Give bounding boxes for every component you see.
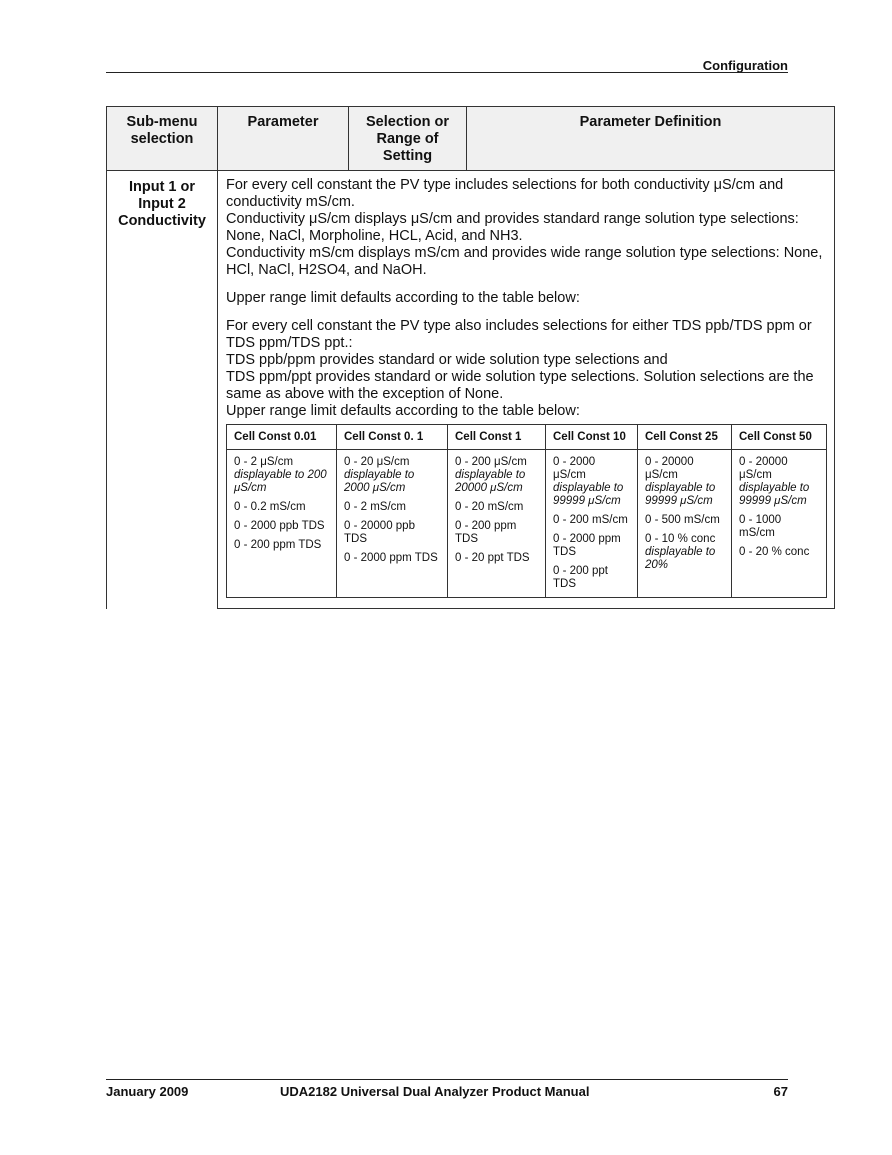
range-note: displayable to 99999 μS/cm [553, 482, 624, 507]
range-value [645, 533, 724, 572]
range-text: 0 - 200 ppt TDS [553, 565, 608, 590]
range-text: 0 - 2000 ppm TDS [553, 533, 621, 558]
range-note: displayable to 2000 μS/cm [344, 469, 415, 494]
text-line: For every cell constant the PV type includes selections for both conductivity μS/cm and conductivity mS/cm. [226, 177, 784, 210]
range-text: 0 - 1000 mS/cm [739, 514, 782, 539]
range-text: 0 - 200 μS/cm [455, 456, 527, 468]
cell-const-header: Cell Const 25 [638, 425, 732, 450]
range-value [645, 514, 724, 527]
range-value [553, 565, 630, 591]
page-number: 67 [773, 1084, 788, 1099]
range-value [645, 456, 724, 508]
range-text: 0 - 500 mS/cm [645, 514, 720, 526]
range-value [553, 533, 630, 559]
footer-date: January 2009 [106, 1084, 189, 1099]
range-value [344, 501, 440, 514]
definition-cell [218, 171, 835, 609]
range-note: displayable to 99999 μS/cm [645, 482, 716, 507]
text-line: Conductivity μS/cm displays μS/cm and provides standard range solution type selections: None, NaCl, Morpholine, HCL, Acid, and NH3. [226, 211, 799, 244]
range-text: 0 - 20000 μS/cm [739, 456, 788, 481]
cell-table-row [227, 450, 827, 598]
cell-table-header-row [227, 425, 827, 450]
range-text: 0 - 2 μS/cm [234, 456, 294, 468]
column-header-parameter: Parameter [218, 107, 349, 171]
range-note: displayable to 200 μS/cm [234, 469, 327, 494]
range-text: 0 - 20000 ppb TDS [344, 520, 415, 545]
range-value [344, 456, 440, 495]
range-text: 0 - 10 % conc [645, 533, 716, 545]
range-value [553, 456, 630, 508]
header-divider [106, 72, 788, 73]
range-value [344, 552, 440, 565]
configuration-table [106, 106, 835, 609]
column-header-definition: Parameter Definition [467, 107, 835, 171]
cell-const-header: Cell Const 1 [448, 425, 546, 450]
cell-const-values [546, 450, 638, 598]
range-value [455, 520, 538, 546]
range-text: 0 - 2000 ppm TDS [344, 552, 438, 564]
range-value [455, 501, 538, 514]
paragraph-pv-type [226, 177, 826, 279]
range-text: 0 - 20 % conc [739, 546, 810, 558]
range-text: 0 - 200 mS/cm [553, 514, 628, 526]
range-text: 0 - 20 μS/cm [344, 456, 410, 468]
range-text: 0 - 200 ppm TDS [234, 539, 322, 551]
cell-const-header: Cell Const 0. 1 [337, 425, 448, 450]
footer-divider [106, 1079, 788, 1080]
range-value [234, 520, 329, 533]
cell-const-header: Cell Const 10 [546, 425, 638, 450]
range-text: 0 - 2 mS/cm [344, 501, 406, 513]
table-header-row [107, 107, 835, 171]
text-line: Upper range limit defaults according to the table below: [226, 403, 580, 419]
cell-constant-table [226, 424, 827, 598]
range-note: displayable to 99999 μS/cm [739, 482, 810, 507]
cell-const-values [337, 450, 448, 598]
cell-const-header: Cell Const 0.01 [227, 425, 337, 450]
cell-const-header: Cell Const 50 [732, 425, 827, 450]
text-line: Conductivity mS/cm displays mS/cm and provides wide range solution type selections: None, HCl, NaCl, H2SO4, and NaOH. [226, 245, 823, 278]
range-text: 0 - 2000 ppb TDS [234, 520, 325, 532]
cell-const-values [227, 450, 337, 598]
section-title: Configuration [702, 58, 788, 73]
paragraph-upper-range [226, 290, 826, 307]
range-note: displayable to 20000 μS/cm [455, 469, 526, 494]
range-value [344, 520, 440, 546]
paragraph-tds [226, 318, 826, 420]
range-text: 0 - 0.2 mS/cm [234, 501, 306, 513]
column-header-submenu: Sub-menu selection [107, 107, 218, 171]
range-value [739, 514, 819, 540]
range-value [553, 514, 630, 527]
range-value [739, 546, 819, 559]
text-line: TDS ppm/ppt provides standard or wide solution type selections. Solution selections are the same as above with the exception of None. [226, 369, 814, 402]
text-line: TDS ppb/ppm provides standard or wide solution type selections and [226, 352, 668, 368]
range-text: 0 - 20 mS/cm [455, 501, 524, 513]
range-value [455, 552, 538, 565]
cell-const-values [448, 450, 546, 598]
range-note: displayable to 20% [645, 546, 716, 571]
range-value [739, 456, 819, 508]
table-row [107, 171, 835, 609]
range-value [234, 539, 329, 552]
range-value [455, 456, 538, 495]
range-text: 0 - 20000 μS/cm [645, 456, 694, 481]
range-text: 0 - 200 ppm TDS [455, 520, 517, 545]
range-value [234, 456, 329, 495]
cell-const-values [638, 450, 732, 598]
range-text: 0 - 2000 μS/cm [553, 456, 596, 481]
submenu-cell: Input 1 or Input 2 Conductivity [107, 171, 218, 609]
text-line: Upper range limit defaults according to the table below: [226, 290, 580, 306]
footer-title: UDA2182 Universal Dual Analyzer Product Manual [280, 1084, 590, 1099]
cell-const-values [732, 450, 827, 598]
column-header-selection: Selection or Range of Setting [349, 107, 467, 171]
range-value [234, 501, 329, 514]
text-line: For every cell constant the PV type also includes selections for either TDS ppb/TDS ppm or TDS ppm/TDS ppt.: [226, 318, 812, 351]
range-text: 0 - 20 ppt TDS [455, 552, 530, 564]
